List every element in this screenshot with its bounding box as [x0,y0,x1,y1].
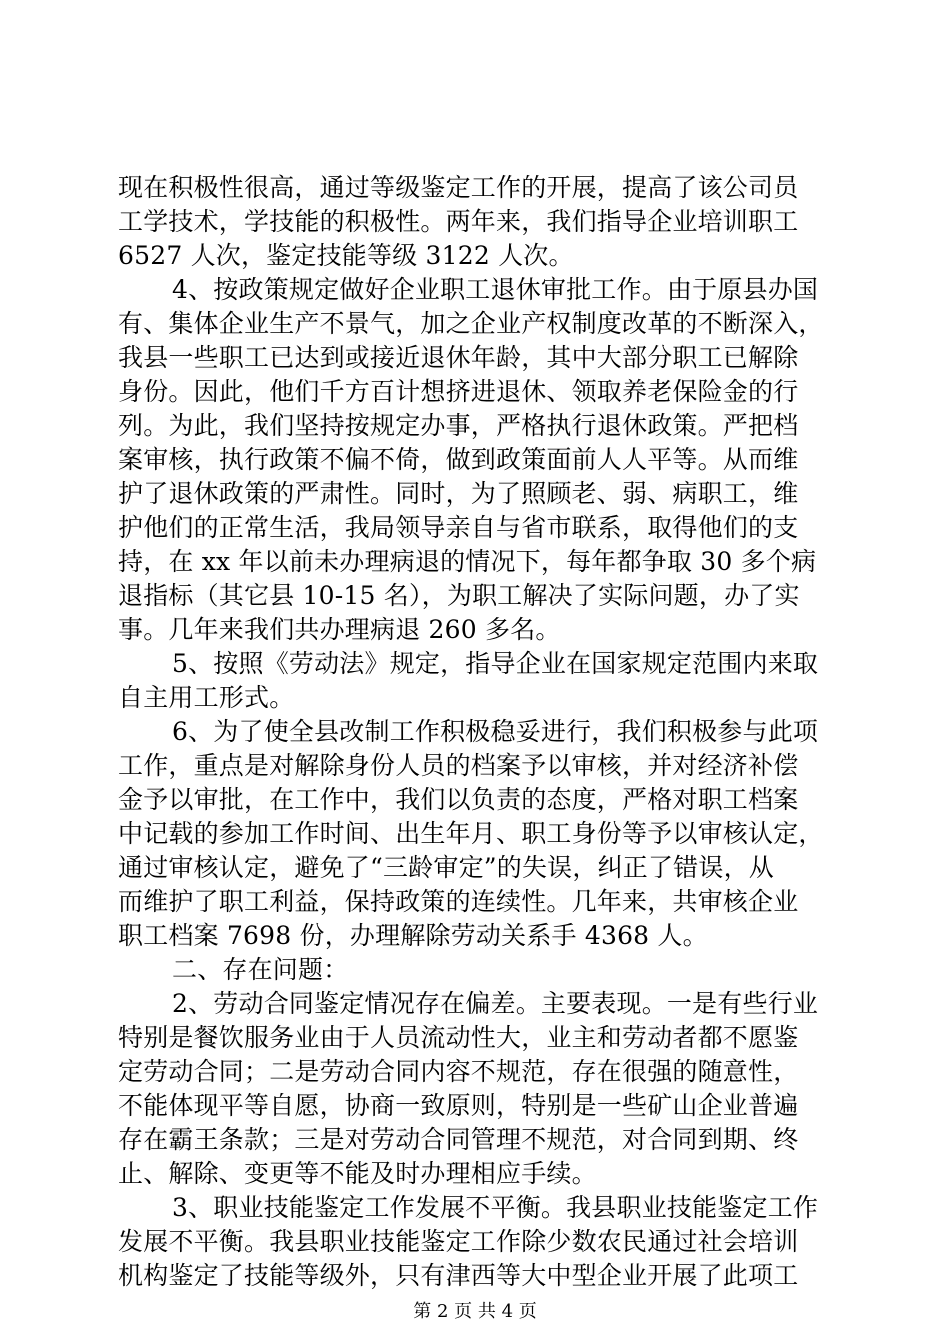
text-line: 止、解除、变更等不能及时办理相应手续。 [118,1159,597,1188]
text-line: 6、为了使全县改制工作积极稳妥进行，我们积极参与此项 [172,717,819,746]
page-number: 第 2 页 共 4 页 [413,1301,537,1322]
text-line: 定劳动合同；二是劳动合同内容不规范，存在很强的随意性， [118,1057,799,1086]
text-line: 机构鉴定了技能等级外，只有津西等大中型企业开展了此项工 [118,1261,799,1290]
text-line: 金予以审批，在工作中，我们以负责的态度，严格对职工档案 [118,785,799,814]
text-line: 持，在 xx 年以前未办理病退的情况下，每年都争取 30 多个病 [118,547,817,576]
text-line: 而维护了职工利益，保持政策的连续性。几年来，共审核企业 [118,887,799,916]
text-line: 6527 人次，鉴定技能等级 3122 人次。 [118,241,574,270]
text-line: 发展不平衡。我县职业技能鉴定工作除少数农民通过社会培训 [118,1227,799,1256]
text-line: 现在积极性很高，通过等级鉴定工作的开展，提高了该公司员 [118,173,799,202]
text-line: 退指标（其它县 10-15 名），为职工解决了实际问题，办了实 [118,581,800,610]
text-line: 有、集体企业生产不景气，加之企业产权制度改革的不断深入， [118,309,824,338]
text-line: 我县一些职工已达到或接近退休年龄，其中大部分职工已解除 [118,343,799,372]
text-line: 事。几年来我们共办理病退 260 多名。 [118,615,561,644]
text-line: 案审核，执行政策不偏不倚，做到政策面前人人平等。从而维 [118,445,799,474]
text-line: 身份。因此，他们千方百计想挤进退休、领取养老保险金的行 [118,377,799,406]
section-heading: 二、存在问题： [172,955,349,984]
text-line: 2、劳动合同鉴定情况存在偏差。主要表现。一是有些行业 [172,989,819,1018]
text-line: 护他们的正常生活，我局领导亲自与省市联系，取得他们的支 [118,513,799,542]
text-line: 职工档案 7698 份，办理解除劳动关系手 4368 人。 [118,921,708,950]
text-line: 中记载的参加工作时间、出生年月、职工身份等予以审核认定， [118,819,824,848]
text-line: 4、按政策规定做好企业职工退休审批工作。由于原县办国 [172,275,819,304]
text-line: 护了退休政策的严肃性。同时，为了照顾老、弱、病职工，维 [118,479,799,508]
text-line: 列。为此，我们坚持按规定办事，严格执行退休政策。严把档 [118,411,799,440]
text-line: 存在霸王条款；三是对劳动合同管理不规范，对合同到期、终 [118,1125,799,1154]
text-line: 自主用工形式。 [118,683,295,712]
text-line: 5、按照《劳动法》规定，指导企业在国家规定范围内来取 [172,649,819,678]
text-line: 通过审核认定，避免了“三龄审定”的失误，纠正了错误，从 [118,853,774,882]
text-line: 特别是餐饮服务业由于人员流动性大，业主和劳动者都不愿鉴 [118,1023,799,1052]
text-line: 3、职业技能鉴定工作发展不平衡。我县职业技能鉴定工作 [172,1193,819,1222]
text-line: 工作，重点是对解除身份人员的档案予以审核，并对经济补偿 [118,751,799,780]
text-line: 工学技术，学技能的积极性。两年来，我们指导企业培训职工 [118,207,799,236]
text-line: 不能体现平等自愿，协商一致原则，特别是一些矿山企业普遍 [118,1091,799,1120]
